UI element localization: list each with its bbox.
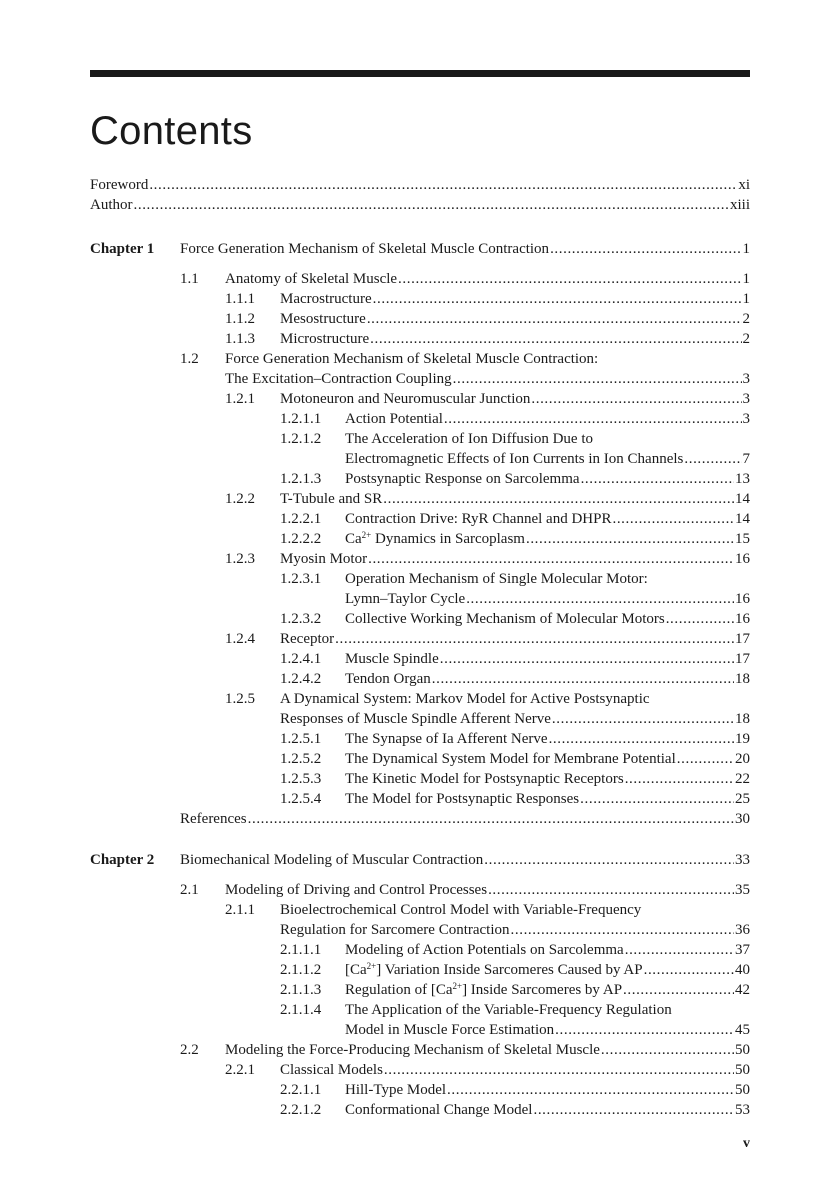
- section-number: 1.2.3: [225, 551, 255, 567]
- entry-page-number: 3: [742, 371, 750, 387]
- dot-leader: [581, 469, 734, 489]
- entry-title: The Model for Postsynaptic Responses: [345, 791, 580, 807]
- entry-title: Hill-Type Model: [345, 1082, 447, 1098]
- entry-title-line: Operation Mechanism of Single Molecular Motor:: [345, 571, 648, 587]
- toc-entry: [225, 269, 750, 289]
- section-number: 2.2: [180, 1042, 199, 1058]
- entry-page-number: 50: [735, 1082, 750, 1098]
- entry-title: Foreword: [90, 177, 149, 193]
- entry-title: Responses of Muscle Spindle Afferent Nerve: [280, 711, 551, 727]
- title-text: Ca: [345, 531, 362, 547]
- dot-leader: [555, 1020, 734, 1040]
- dot-leader: [625, 940, 734, 960]
- entry-page-number: 14: [735, 491, 750, 507]
- entry-title: Collective Working Mechanism of Molecular Motors: [345, 611, 665, 627]
- front-matter-entry: [90, 175, 750, 195]
- entry-title: Contraction Drive: RyR Channel and DHPR: [345, 511, 612, 527]
- entry-page-number: 17: [735, 651, 750, 667]
- chapter-title-entry: [180, 850, 750, 870]
- front-matter-entry: [90, 195, 750, 215]
- section-number: 1.1.1: [225, 291, 255, 307]
- section-number: 2.1.1: [225, 902, 255, 918]
- dot-leader: [526, 529, 734, 549]
- entry-page-number: 3: [742, 391, 750, 407]
- dot-leader: [398, 269, 741, 289]
- entry-page-number: 13: [735, 471, 750, 487]
- entry-title: Lymn–Taylor Cycle: [345, 591, 466, 607]
- toc-entry: [280, 389, 750, 409]
- entry-title: Anatomy of Skeletal Muscle: [225, 271, 398, 287]
- entry-title: Postsynaptic Response on Sarcolemma: [345, 471, 580, 487]
- entry-page-number: 45: [735, 1022, 750, 1038]
- entry-page-number: 19: [735, 731, 750, 747]
- entry-page-number: 18: [735, 711, 750, 727]
- dot-leader: [623, 980, 734, 1000]
- toc-entry: [345, 1020, 750, 1040]
- entry-page-number: 40: [735, 962, 750, 978]
- toc-entry: [280, 329, 750, 349]
- dot-leader: [677, 749, 734, 769]
- entry-title: The Excitation–Contraction Coupling: [225, 371, 452, 387]
- entry-title: Modeling the Force-Producing Mechanism of Skeletal Muscle: [225, 1042, 600, 1058]
- dot-leader: [488, 880, 734, 900]
- toc-entry: [345, 529, 750, 549]
- section-number: 1.2.1.3: [280, 471, 322, 487]
- entry-page-number: 17: [735, 631, 750, 647]
- entry-title: T-Tubule and SR: [280, 491, 383, 507]
- entry-title-line: A Dynamical System: Markov Model for Active Postsynaptic: [280, 691, 650, 707]
- toc-entry: [280, 920, 750, 940]
- entry-title-line: The Acceleration of Ion Diffusion Due to: [345, 431, 593, 447]
- entry-title: [345, 529, 525, 549]
- toc-entry: [280, 629, 750, 649]
- toc-entry: [280, 309, 750, 329]
- toc-entry: [345, 1080, 750, 1100]
- dot-leader: [466, 589, 734, 609]
- dot-leader: [511, 920, 734, 940]
- section-number: 1.2: [180, 351, 199, 367]
- title-superscript: 2+: [452, 981, 463, 991]
- section-number: 1.2.2.2: [280, 531, 322, 547]
- entry-title: Force Generation Mechanism of Skeletal Muscle Contraction: [180, 241, 550, 257]
- section-number: 2.2.1: [225, 1062, 255, 1078]
- toc-entry: [345, 980, 750, 1000]
- dot-leader: [550, 239, 741, 259]
- entry-page-number: 33: [735, 852, 750, 868]
- toc-entry: [345, 960, 750, 980]
- section-number: 1.2.1.2: [280, 431, 322, 447]
- section-number: 1.2.3.1: [280, 571, 322, 587]
- dot-leader: [368, 549, 734, 569]
- toc-entry: [280, 489, 750, 509]
- dot-leader: [612, 509, 734, 529]
- dot-leader: [432, 669, 734, 689]
- entry-page-number: 18: [735, 671, 750, 687]
- chapter-title-entry: [180, 239, 750, 259]
- section-number: 1.2.5.2: [280, 751, 322, 767]
- section-number: 1.2.4.2: [280, 671, 322, 687]
- entry-page-number: 15: [735, 531, 750, 547]
- entry-page-number: 14: [735, 511, 750, 527]
- dot-leader: [444, 409, 742, 429]
- entry-title: [345, 960, 643, 980]
- toc-entry: [280, 709, 750, 729]
- section-number: 1.2.4.1: [280, 651, 322, 667]
- page-number: v: [743, 1136, 750, 1151]
- dot-leader: [367, 309, 742, 329]
- dot-leader: [533, 1100, 734, 1120]
- toc-entry: [225, 1040, 750, 1060]
- dot-leader: [531, 389, 741, 409]
- title-text: ] Inside Sarcomeres by AP: [462, 982, 623, 998]
- section-number: 1.2.2: [225, 491, 255, 507]
- entry-page-number: 50: [735, 1062, 750, 1078]
- section-number: 1.1.3: [225, 331, 255, 347]
- entry-title: Biomechanical Modeling of Muscular Contraction: [180, 852, 484, 868]
- toc-entry: [345, 1100, 750, 1120]
- entry-title: [345, 980, 622, 1000]
- toc-entry: [345, 940, 750, 960]
- dot-leader: [440, 649, 734, 669]
- toc-entry: [280, 289, 750, 309]
- entry-title-line: Force Generation Mechanism of Skeletal Muscle Contraction:: [225, 351, 599, 367]
- page-title: Contents: [90, 109, 253, 153]
- references-entry: [180, 809, 750, 829]
- section-number: 1.2.5.1: [280, 731, 322, 747]
- entry-page-number: 35: [735, 882, 750, 898]
- entry-title: Receptor: [280, 631, 335, 647]
- entry-page-number: 7: [742, 451, 750, 467]
- section-number: 1.1: [180, 271, 199, 287]
- chapter-label: Chapter 1: [90, 241, 155, 257]
- dot-leader: [335, 629, 734, 649]
- toc-entry: [280, 1060, 750, 1080]
- section-number: 1.1.2: [225, 311, 255, 327]
- section-number: 2.2.1.1: [280, 1082, 322, 1098]
- toc-entry: [345, 769, 750, 789]
- entry-page-number: 36: [735, 922, 750, 938]
- entry-page-number: xi: [738, 177, 750, 193]
- entry-title: References: [180, 811, 247, 827]
- section-number: 1.2.5: [225, 691, 255, 707]
- toc-entry: [345, 749, 750, 769]
- entry-title: Modeling of Action Potentials on Sarcolemma: [345, 942, 624, 958]
- entry-page-number: 50: [735, 1042, 750, 1058]
- entry-title: Modeling of Driving and Control Processes: [225, 882, 488, 898]
- dot-leader: [373, 289, 742, 309]
- entry-title: Conformational Change Model: [345, 1102, 533, 1118]
- entry-title: Mesostructure: [280, 311, 366, 327]
- dot-leader: [625, 769, 734, 789]
- entry-page-number: 2: [742, 331, 750, 347]
- chapter-label: Chapter 2: [90, 852, 155, 868]
- entry-title: Macrostructure: [280, 291, 372, 307]
- entry-page-number: 2: [742, 311, 750, 327]
- section-number: 1.2.3.2: [280, 611, 322, 627]
- entry-page-number: 16: [735, 611, 750, 627]
- toc-entry: [345, 609, 750, 629]
- dot-leader: [666, 609, 734, 629]
- dot-leader: [370, 329, 741, 349]
- toc-entry: [345, 789, 750, 809]
- entry-page-number: 30: [735, 811, 750, 827]
- section-number: 1.2.1.1: [280, 411, 322, 427]
- title-superscript: 2+: [366, 961, 377, 971]
- entry-title: The Synapse of Ia Afferent Nerve: [345, 731, 548, 747]
- dot-leader: [580, 789, 734, 809]
- entry-page-number: 1: [742, 241, 750, 257]
- section-number: 1.2.1: [225, 391, 255, 407]
- entry-title: Muscle Spindle: [345, 651, 439, 667]
- toc-entry: [345, 589, 750, 609]
- entry-title: Electromagnetic Effects of Ion Currents in Ion Channels: [345, 451, 684, 467]
- title-text: Regulation of [Ca: [345, 982, 453, 998]
- dot-leader: [384, 1060, 734, 1080]
- entry-title: The Kinetic Model for Postsynaptic Receptors: [345, 771, 624, 787]
- dot-leader: [453, 369, 742, 389]
- entry-page-number: 22: [735, 771, 750, 787]
- title-text: ] Variation Inside Sarcomeres Caused by AP: [376, 962, 643, 978]
- toc-entry: [225, 369, 750, 389]
- section-number: 2.2.1.2: [280, 1102, 322, 1118]
- toc-entry: [345, 449, 750, 469]
- dot-leader: [134, 195, 729, 215]
- entry-page-number: 1: [742, 271, 750, 287]
- entry-title: Classical Models: [280, 1062, 383, 1078]
- dot-leader: [552, 709, 734, 729]
- toc-entry: [345, 729, 750, 749]
- section-number: 2.1: [180, 882, 199, 898]
- entry-page-number: 37: [735, 942, 750, 958]
- entry-title: Motoneuron and Neuromuscular Junction: [280, 391, 531, 407]
- entry-page-number: xiii: [729, 197, 750, 213]
- entry-page-number: 25: [735, 791, 750, 807]
- section-number: 1.2.5.4: [280, 791, 322, 807]
- entry-title: Tendon Organ: [345, 671, 431, 687]
- entry-page-number: 16: [735, 591, 750, 607]
- title-text: [Ca: [345, 962, 367, 978]
- entry-title: Author: [90, 197, 133, 213]
- entry-page-number: 16: [735, 551, 750, 567]
- entry-title-line: Bioelectrochemical Control Model with Variable-Frequency: [280, 902, 642, 918]
- title-text: Dynamics in Sarcoplasm: [371, 531, 525, 547]
- dot-leader: [383, 489, 734, 509]
- section-number: 2.1.1.2: [280, 962, 322, 978]
- toc-entry: [345, 649, 750, 669]
- entry-title: Regulation for Sarcomere Contraction: [280, 922, 510, 938]
- entry-page-number: 3: [742, 411, 750, 427]
- title-superscript: 2+: [361, 530, 372, 540]
- section-number: 1.2.2.1: [280, 511, 322, 527]
- entry-title: Microstructure: [280, 331, 370, 347]
- entry-title: Action Potential: [345, 411, 443, 427]
- section-number: 2.1.1.1: [280, 942, 322, 958]
- entry-page-number: 53: [735, 1102, 750, 1118]
- top-rule: [90, 70, 750, 77]
- dot-leader: [484, 850, 734, 870]
- section-number: 1.2.4: [225, 631, 255, 647]
- entry-title-line: The Application of the Variable-Frequency Regulation: [345, 1002, 672, 1018]
- entry-title: The Dynamical System Model for Membrane Potential: [345, 751, 676, 767]
- dot-leader: [447, 1080, 734, 1100]
- entry-title: Model in Muscle Force Estimation: [345, 1022, 555, 1038]
- entry-page-number: 1: [742, 291, 750, 307]
- toc-entry: [345, 469, 750, 489]
- toc-entry: [225, 880, 750, 900]
- entry-title: Myosin Motor: [280, 551, 368, 567]
- toc-entry: [280, 549, 750, 569]
- dot-leader: [549, 729, 734, 749]
- toc-entry: [345, 409, 750, 429]
- toc-entry: [345, 509, 750, 529]
- section-number: 2.1.1.4: [280, 1002, 322, 1018]
- section-number: 1.2.5.3: [280, 771, 322, 787]
- section-number: 2.1.1.3: [280, 982, 322, 998]
- entry-page-number: 42: [735, 982, 750, 998]
- entry-page-number: 20: [735, 751, 750, 767]
- dot-leader: [644, 960, 734, 980]
- dot-leader: [684, 449, 741, 469]
- toc-entry: [345, 669, 750, 689]
- dot-leader: [248, 809, 734, 829]
- dot-leader: [601, 1040, 734, 1060]
- dot-leader: [149, 175, 737, 195]
